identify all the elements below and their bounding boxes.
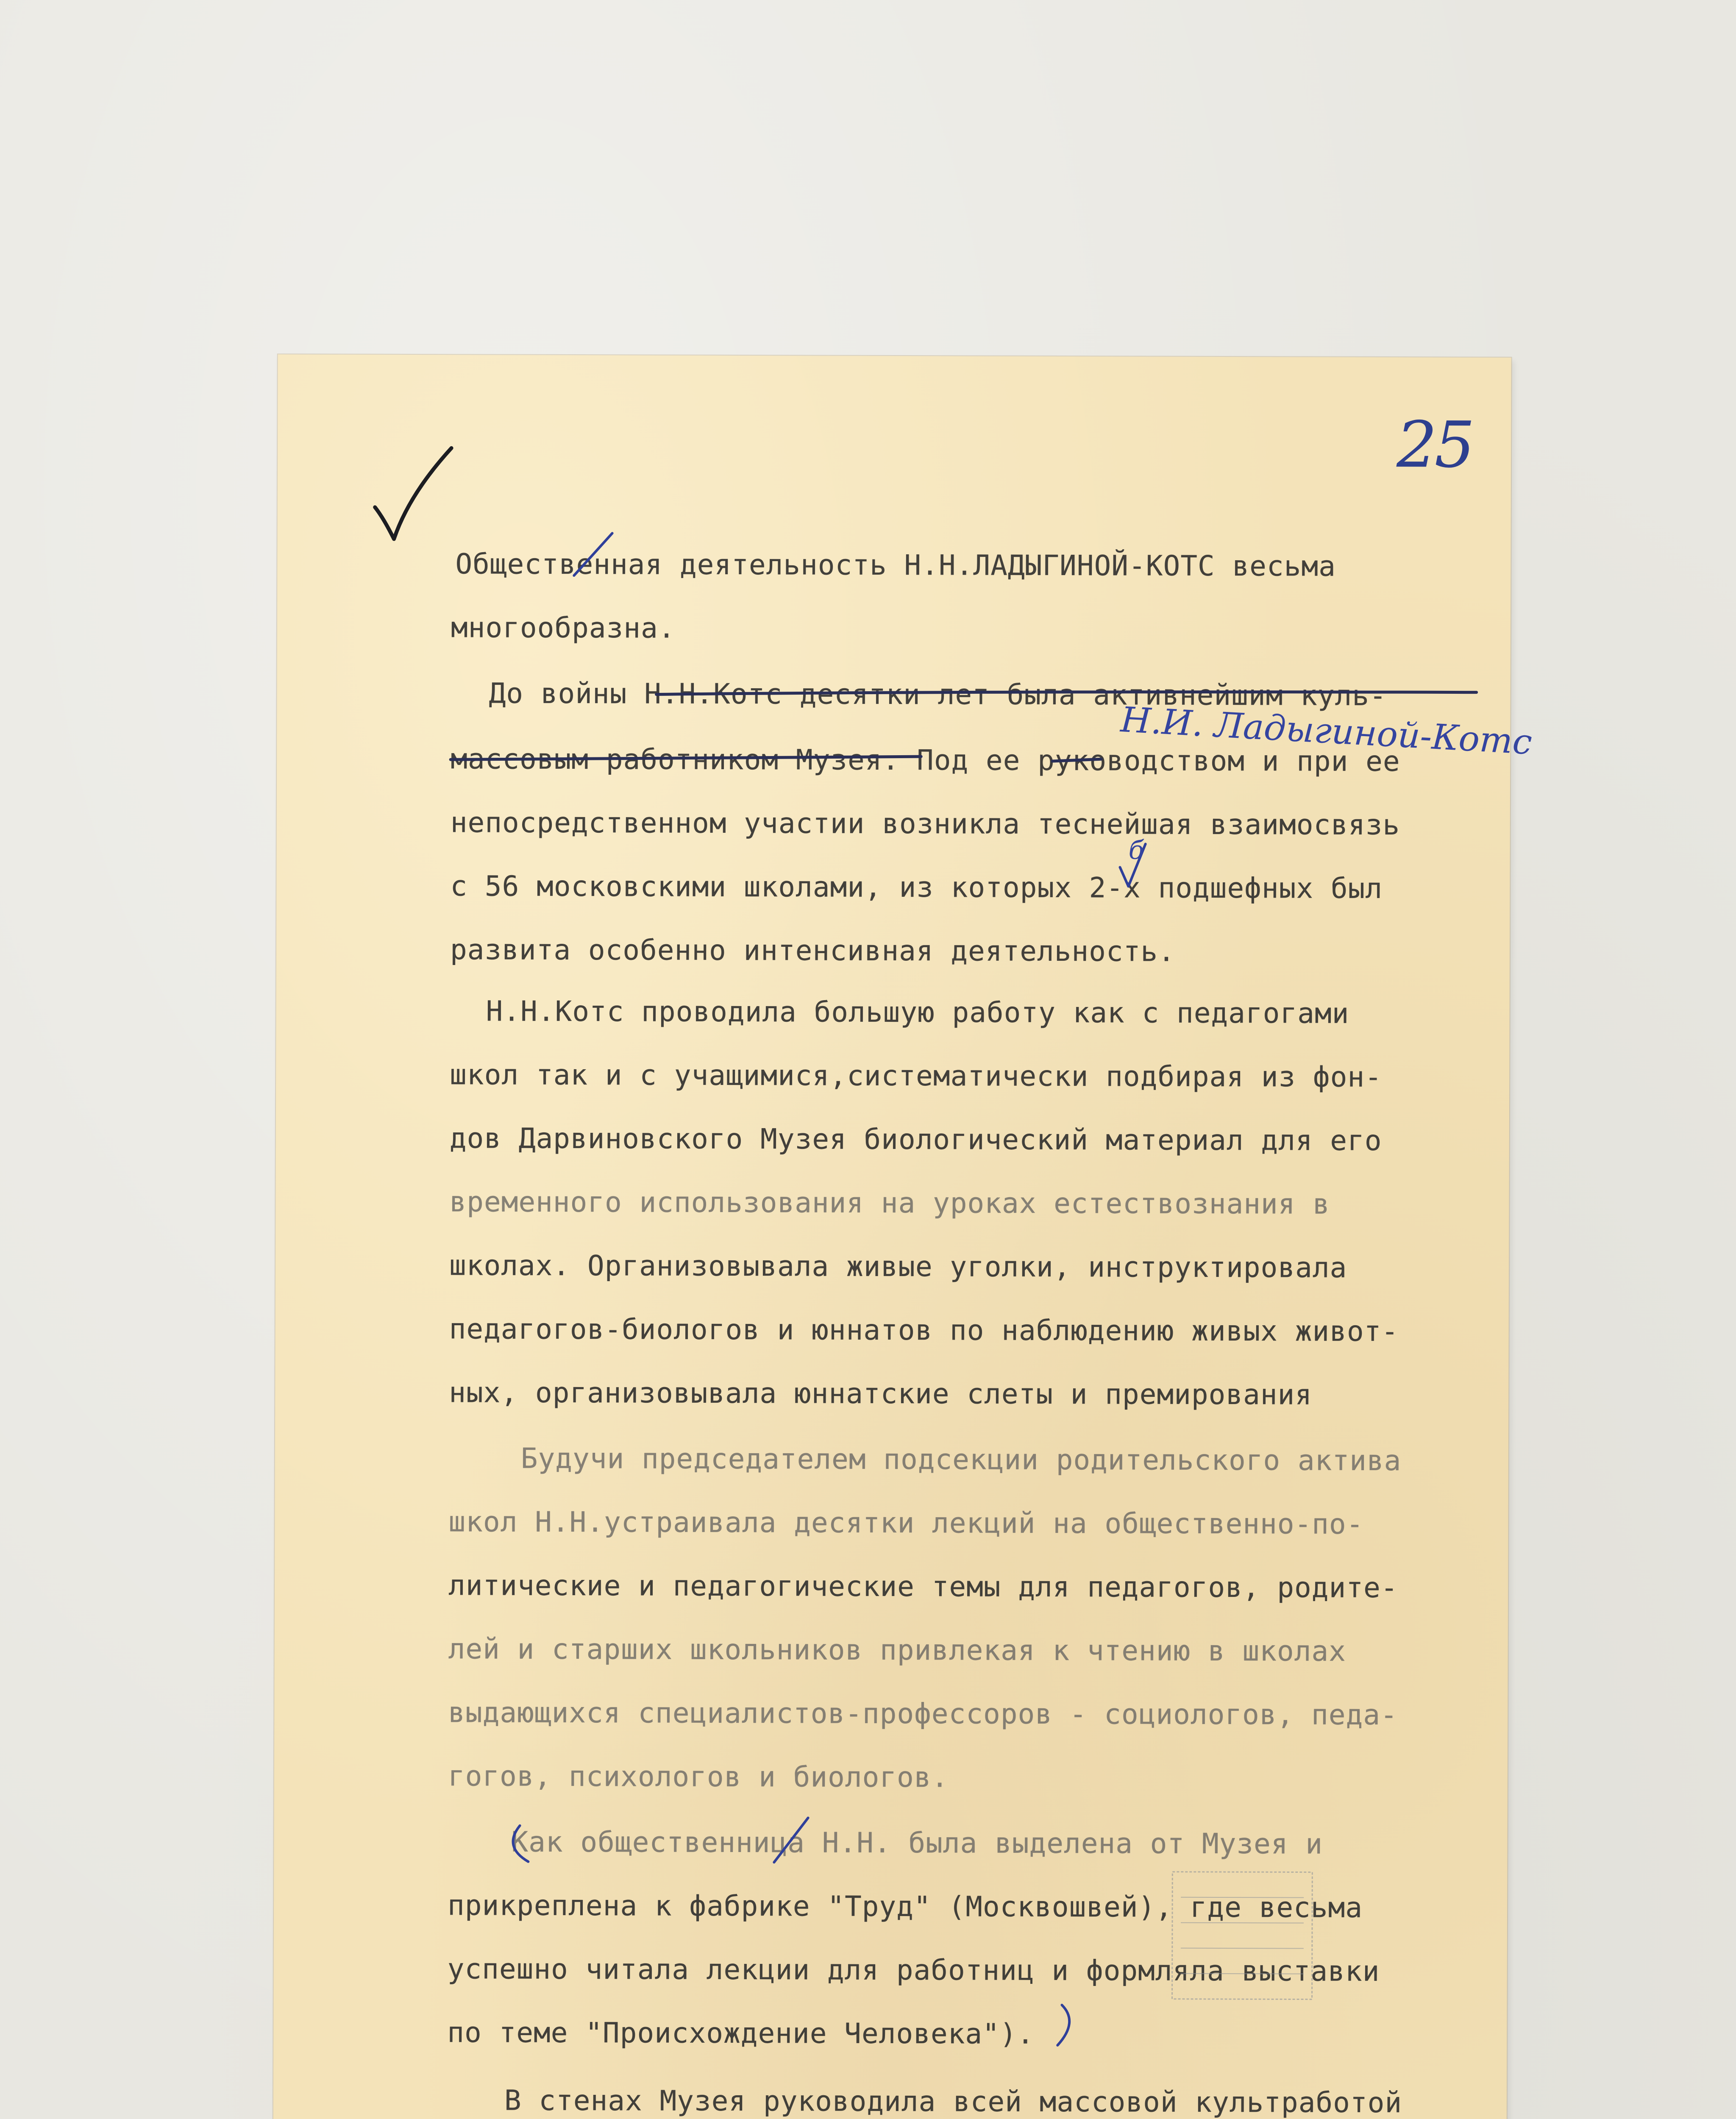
- page-number: 25: [1396, 408, 1473, 482]
- text-line: непосредственном участии возникла теснейшая взаимосвязь: [450, 806, 1400, 842]
- text-line: многообразна.: [451, 611, 676, 645]
- text-line: по теме "Происхождение Человека").: [447, 2016, 1035, 2050]
- text-line: гогов, психологов и биологов.: [448, 1760, 949, 1794]
- text-line: школ Н.Н.устраивала десятки лекций на общественно-по-: [448, 1505, 1364, 1541]
- text-line: массовым работником Музея. Под ее руководством и при ее: [451, 742, 1400, 778]
- typed-text: [273, 354, 1511, 2119]
- text-line: с 56 московскими школами, из которых 2-х подшефных был: [450, 870, 1383, 905]
- text-line: дов Дарвиновского Музея биологический материал для его: [449, 1122, 1382, 1157]
- text-line: Общественная деятельность Н.Н.ЛАДЫГИНОЙ-КОТС весьма: [455, 548, 1336, 583]
- document-page: [273, 354, 1533, 2119]
- handwritten-insertion: Н.И. Ладыгиной-Котс: [1119, 700, 1533, 763]
- text-line: школ так и с учащимися,систематически подбирая из фон-: [450, 1058, 1383, 1094]
- text-line: успешно читала лекции для работниц и формляла выставки: [447, 1952, 1380, 1988]
- text-line: Будучи председателем подсекции родительского актива: [520, 1442, 1402, 1477]
- text-line: В стенах Музея руководила всей массовой культработой: [504, 2084, 1402, 2119]
- text-line: ных, организовывала юннатские слеты и премирования: [449, 1376, 1313, 1411]
- text-line: До войны Н.Н.Котс десятки лет была активнейшим куль-: [489, 677, 1387, 712]
- text-line: выдающихся специалистов-профессоров - социологов, педа-: [448, 1696, 1398, 1732]
- archive-stamp: [1168, 1868, 1321, 2008]
- text-line: Как общественница Н.Н. была выделена от Музея и: [511, 1825, 1323, 1860]
- text-line: лей и старших школьников привлекая к чтению в школах: [448, 1632, 1347, 1668]
- text-line: педагогов-биологов и юннатов по наблюдению живых живот-: [449, 1313, 1399, 1348]
- text-line: временного использования на уроках естествознания в: [449, 1185, 1330, 1221]
- handwritten-superscript: б: [1128, 835, 1144, 865]
- text-line: литические и педагогические темы для педагогов, родите-: [448, 1569, 1398, 1605]
- text-line: развита особенно интенсивная деятельность.: [450, 933, 1175, 968]
- text-line: прикреплена к фабрике "Труд" (Москвошвей), где весьма: [447, 1889, 1363, 1924]
- text-line: школах. Организовывала живые уголки, инструктировала: [449, 1249, 1347, 1284]
- text-line: Н.Н.Котс проводила большую работу как с педагогами: [486, 995, 1349, 1030]
